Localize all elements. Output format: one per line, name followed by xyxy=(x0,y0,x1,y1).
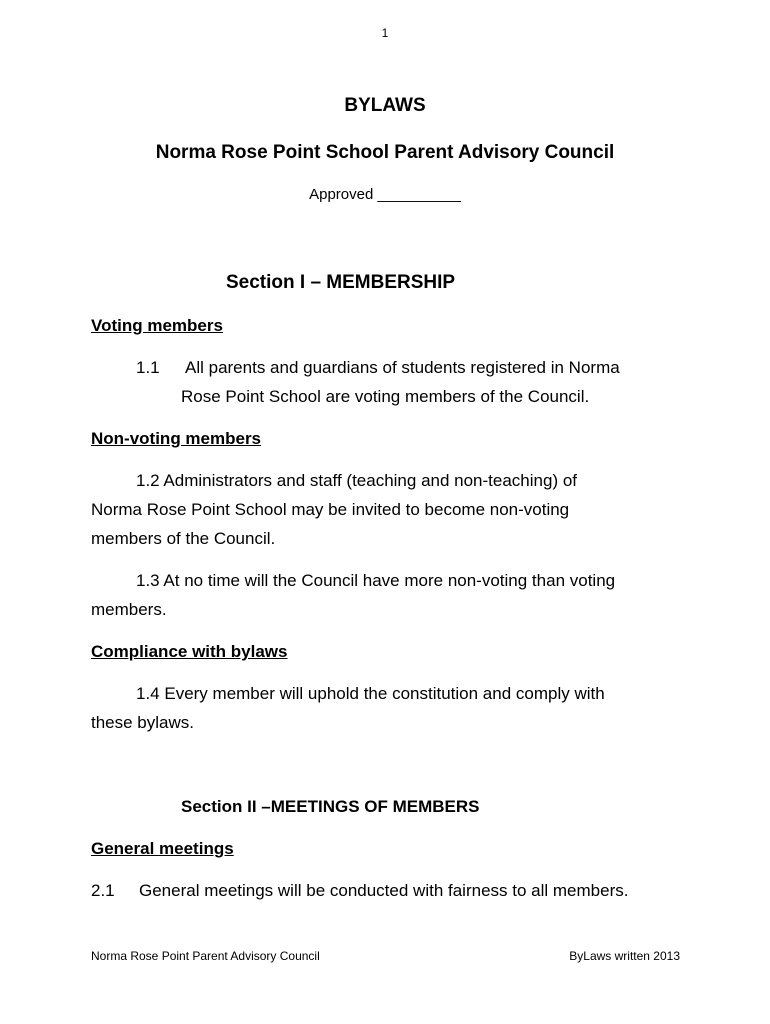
section-2-title: Section II –MEETINGS OF MEMBERS xyxy=(181,797,480,816)
item-1-2-line3: members of the Council. xyxy=(91,529,276,548)
footer-left: Norma Rose Point Parent Advisory Council xyxy=(91,949,320,963)
voting-members-heading: Voting members xyxy=(91,316,223,335)
item-1-3-line2: members. xyxy=(91,600,167,619)
item-1-1-number: 1.1 xyxy=(136,358,160,377)
item-1-4-line1: 1.4 Every member will uphold the constitution and comply with xyxy=(136,684,605,703)
page-number: 1 xyxy=(381,26,389,40)
non-voting-members-heading: Non-voting members xyxy=(91,429,262,448)
item-1-1-line2: Rose Point School are voting members of the Council. xyxy=(181,387,590,406)
general-meetings-heading: General meetings xyxy=(91,839,234,858)
item-2-1-number: 2.1 xyxy=(91,881,115,900)
item-1-1-line1: All parents and guardians of students registered in Norma xyxy=(185,358,620,377)
item-1-3-line1: 1.3 At no time will the Council have more non-voting than voting xyxy=(136,571,616,590)
approved-line: Approved __________ xyxy=(309,186,461,203)
footer-right: ByLaws written 2013 xyxy=(569,949,680,963)
document-subtitle: Norma Rose Point School Parent Advisory Council xyxy=(155,142,615,163)
item-1-4-line2: these bylaws. xyxy=(91,713,194,732)
document-title: BYLAWS xyxy=(344,95,426,116)
item-1-2-line1: 1.2 Administrators and staff (teaching and non-teaching) of xyxy=(136,471,578,490)
item-1-2-line2: Norma Rose Point School may be invited to become non-voting xyxy=(91,500,570,519)
section-1-title: Section I – MEMBERSHIP xyxy=(226,272,456,293)
compliance-heading: Compliance with bylaws xyxy=(91,642,288,661)
item-2-1-text: General meetings will be conducted with fairness to all members. xyxy=(139,881,629,900)
